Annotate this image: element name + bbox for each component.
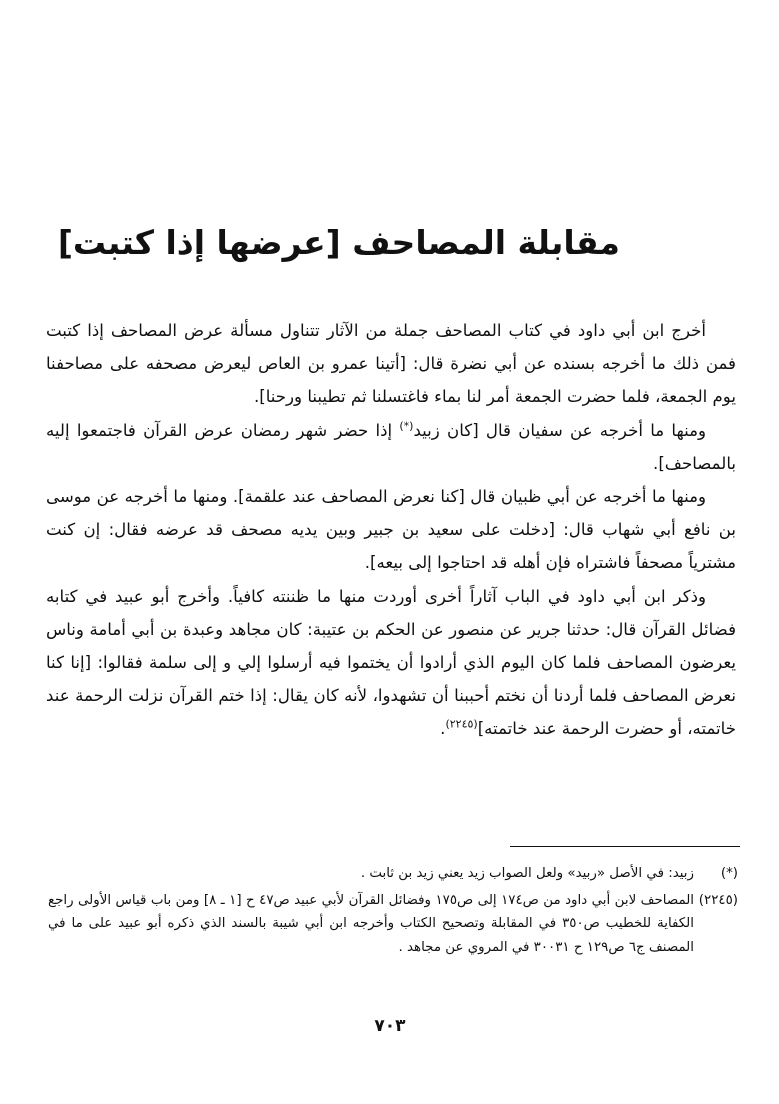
main-text	[46, 314, 736, 746]
footnote-marker: (*)	[720, 866, 738, 881]
page-number: ٧٠٣	[374, 1016, 406, 1036]
footnote-item	[48, 889, 738, 960]
footnote-reference-star[interactable]: (*)	[399, 419, 414, 433]
paragraph-2-text-end: إذا حضر شهر رمضان عرض القرآن فاجتمعوا إليه بالمصاحف].	[46, 420, 736, 473]
footnote-divider	[510, 846, 740, 847]
paragraph-4	[46, 580, 736, 746]
paragraph-2	[46, 414, 736, 480]
section-title: مقابلة المصاحف [عرضها إذا كتبت]	[57, 223, 620, 262]
footnote-text: المصاحف لابن أبي داود من ص١٧٤ إلى ص١٧٥ وفضائل القرآن لأبي عبيد ص٤٧ ح [١ ـ ٨] ومن باب قياس الأولى راجع الكفاية للخطيب ص٣٥٠ في المقابلة وتصحيح الكتاب وأخرجه ابن أبي شيبة بالسند الذي ذكره أبو عبيد على ما في المصنف ج٦ ص١٢٩ ح ٣٠٠٣١ في المروي عن مجاهد .	[48, 892, 695, 955]
paragraph-3: ومنها ما أخرجه عن أبي ظبيان قال [كنا نعرض المصاحف عند علقمة]. ومنها ما أخرجه عن موسى بن نافع أبي شهاب قال: [دخلت على سعيد بن جبير وبين يديه مصحف قد عرضه فقال: إن كنت مشترياً مصحفاً فاشتراه فإن أهله قد احتاجوا إلى بيعه].	[46, 487, 736, 573]
footnote-marker: (٢٢٤٥)	[698, 892, 739, 908]
footnote-reference-2245[interactable]: (٢٢٤٥)	[445, 717, 478, 731]
footnotes	[48, 862, 738, 962]
footnote-item	[48, 862, 738, 886]
paragraph-4-text: وذكر ابن أبي داود في الباب آثاراً أخرى أوردت منها ما ظننته كافياً. وأخرج أبو عبيد في كتابه فضائل القرآن قال: حدثنا جرير عن منصور عن الحكم بن عتيبة: كان مجاهد وعبدة بن أبي أمامة وناس يعرضون المصاحف فلما كان اليوم الذي أرادوا أن يختموا فيه أرسلوا إلي و إلى سلمة فقالوا: [إنا كنا نعرض المصاحف فلما أردنا أن نختم أحببنا أن تشهدوا، لأنه كان يقال: إذا ختم القرآن نزلت الرحمة عند خاتمته، أو حضرت الرحمة عند خاتمته]	[46, 586, 736, 739]
footnote-text: زبيد: في الأصل «ربيد» ولعل الصواب زيد يعني زيد بن ثابت .	[360, 866, 694, 881]
paragraph-2-text-start: ومنها ما أخرجه عن سفيان قال [كان زبيد	[413, 420, 706, 440]
paragraph-4-text-end: .	[440, 719, 446, 739]
paragraph-1: أخرج ابن أبي داود في كتاب المصاحف جملة من الآثار تتناول مسألة عرض المصاحف إذا كتبت فمن ذلك ما أخرجه بسنده عن أبي نضرة قال: [أتينا عمرو بن العاص ليعرض مصحفه على مصاحفنا يوم الجمعة، فلما حضرت الجمعة أمر لنا بماء فاغتسلنا ثم تطيبنا ورحنا].	[46, 321, 736, 407]
